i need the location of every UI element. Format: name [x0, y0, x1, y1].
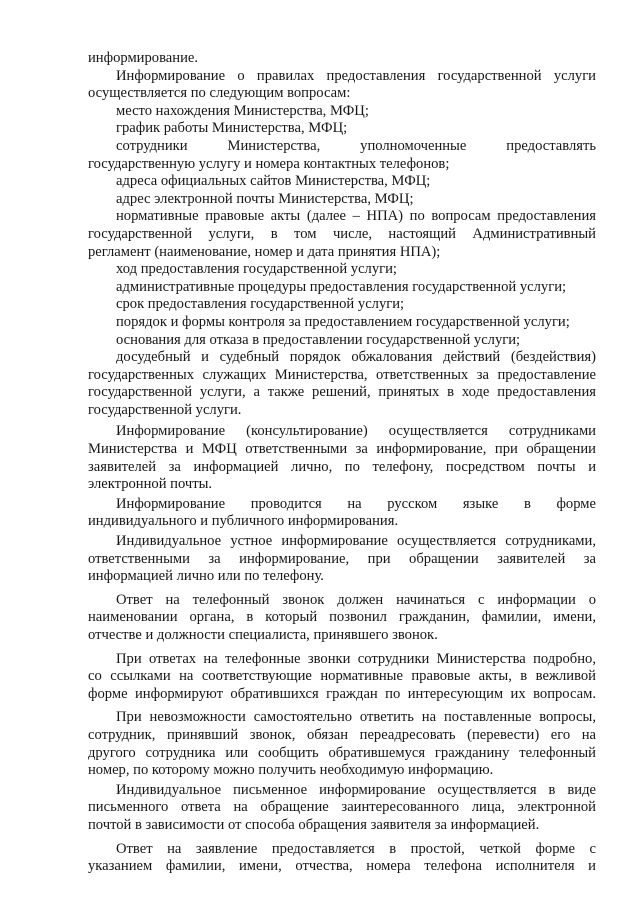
text-line: ответственными за информирование, при обращении заявителей за	[88, 550, 596, 567]
text-line: электронной почты.	[88, 476, 213, 493]
text-line: письменного ответа на обращение заинтересованного лица, электронной	[88, 799, 596, 816]
paragraph-first-line: Информирование проводится на русском языке в форме	[116, 495, 596, 512]
text-line: информацией лично или по телефону.	[88, 568, 324, 585]
list-item: срок предоставления государственной услуги;	[116, 296, 405, 313]
list-item: досудебный и судебный порядок обжалования действий (бездействия)	[116, 349, 596, 366]
list-item: порядок и формы контроля за предоставлением государственной услуги;	[116, 313, 570, 330]
text-line: индивидуального и публичного информирования.	[88, 513, 399, 530]
paragraph-first-line: Информирование (консультирование) осуществляется сотрудниками	[116, 423, 596, 440]
text-line: указанием фамилии, имени, отчества, номера телефона исполнителя и	[88, 858, 596, 875]
document-page	[88, 50, 596, 876]
paragraph-first-line: Индивидуальное письменное информирование осуществляется в виде	[116, 781, 596, 798]
paragraph-first-line: При ответах на телефонные звонки сотрудники Министерства подробно,	[116, 650, 596, 667]
text-line: сотрудник, принявший звонок, обязан переадресовать (перевести) его на	[88, 726, 596, 743]
text-line: осуществляется по следующим вопросам:	[88, 85, 351, 102]
text-line: почтой в зависимости от способа обращения заявителя за информацией.	[88, 816, 540, 833]
text-line: отчестве и должности специалиста, принявшего звонок.	[88, 627, 438, 643]
text-line: форме информируют обратившихся граждан по интересующим их вопросам.	[88, 685, 596, 702]
list-item: ход предоставления государственной услуги;	[116, 261, 397, 278]
text-line: регламент (наименование, номер и дата принятия НПА);	[88, 243, 441, 260]
text-line: номер, по которому можно получить необходимую информацию.	[88, 762, 494, 779]
text-line: заявителей за информацией лично, по телефону, посредством почты и	[88, 458, 596, 475]
text-line: государственной услуги.	[88, 401, 242, 418]
list-item: график работы Министерства, МФЦ;	[116, 120, 348, 137]
text-line: государственную услугу и номера контактных телефонов;	[88, 155, 450, 172]
paragraph-first-line: Индивидуальное устное информирование осуществляется сотрудниками,	[116, 533, 596, 550]
list-item: адрес электронной почты Министерства, МФЦ;	[116, 190, 414, 207]
text-line: информирование.	[88, 50, 199, 66]
text-line: другого сотрудника или сообщить обратившемуся гражданину телефонный	[88, 744, 596, 761]
text-line: Министерства и МФЦ ответственными за информирование, при обращении	[88, 441, 596, 458]
list-item: сотрудники Министерства, уполномоченные предоставлять	[116, 137, 596, 154]
list-item: основания для отказа в предоставлении государственной услуги;	[116, 331, 521, 348]
paragraph-first-line: Информирование о правилах предоставления государственной услуги	[116, 67, 596, 84]
paragraph-first-line: При невозможности самостоятельно ответить на поставленные вопросы,	[116, 709, 596, 726]
text-line: наименовании органа, в который позвонил гражданин, фамилии, имени,	[88, 609, 596, 626]
paragraph-first-line: Ответ на телефонный звонок должен начинаться с информации о	[116, 591, 596, 608]
list-item: адреса официальных сайтов Министерства, МФЦ;	[116, 173, 431, 190]
list-item: административные процедуры предоставления государственной услуги;	[116, 278, 567, 295]
list-item: место нахождения Министерства, МФЦ;	[116, 102, 369, 119]
text-line: государственной услуги, в том числе, настоящий Административный	[88, 225, 596, 242]
list-item: нормативные правовые акты (далее – НПА) по вопросам предоставления	[116, 208, 596, 225]
text-line: со ссылками на соответствующие нормативные правовые акты, в вежливой	[88, 668, 596, 685]
text-line: государственной услуги, а также решений, принятых в ходе предоставления	[88, 384, 596, 401]
paragraph-first-line: Ответ на заявление предоставляется в простой, четкой форме с	[116, 840, 596, 857]
text-line: государственных служащих Министерства, ответственных за предоставление	[88, 366, 596, 383]
